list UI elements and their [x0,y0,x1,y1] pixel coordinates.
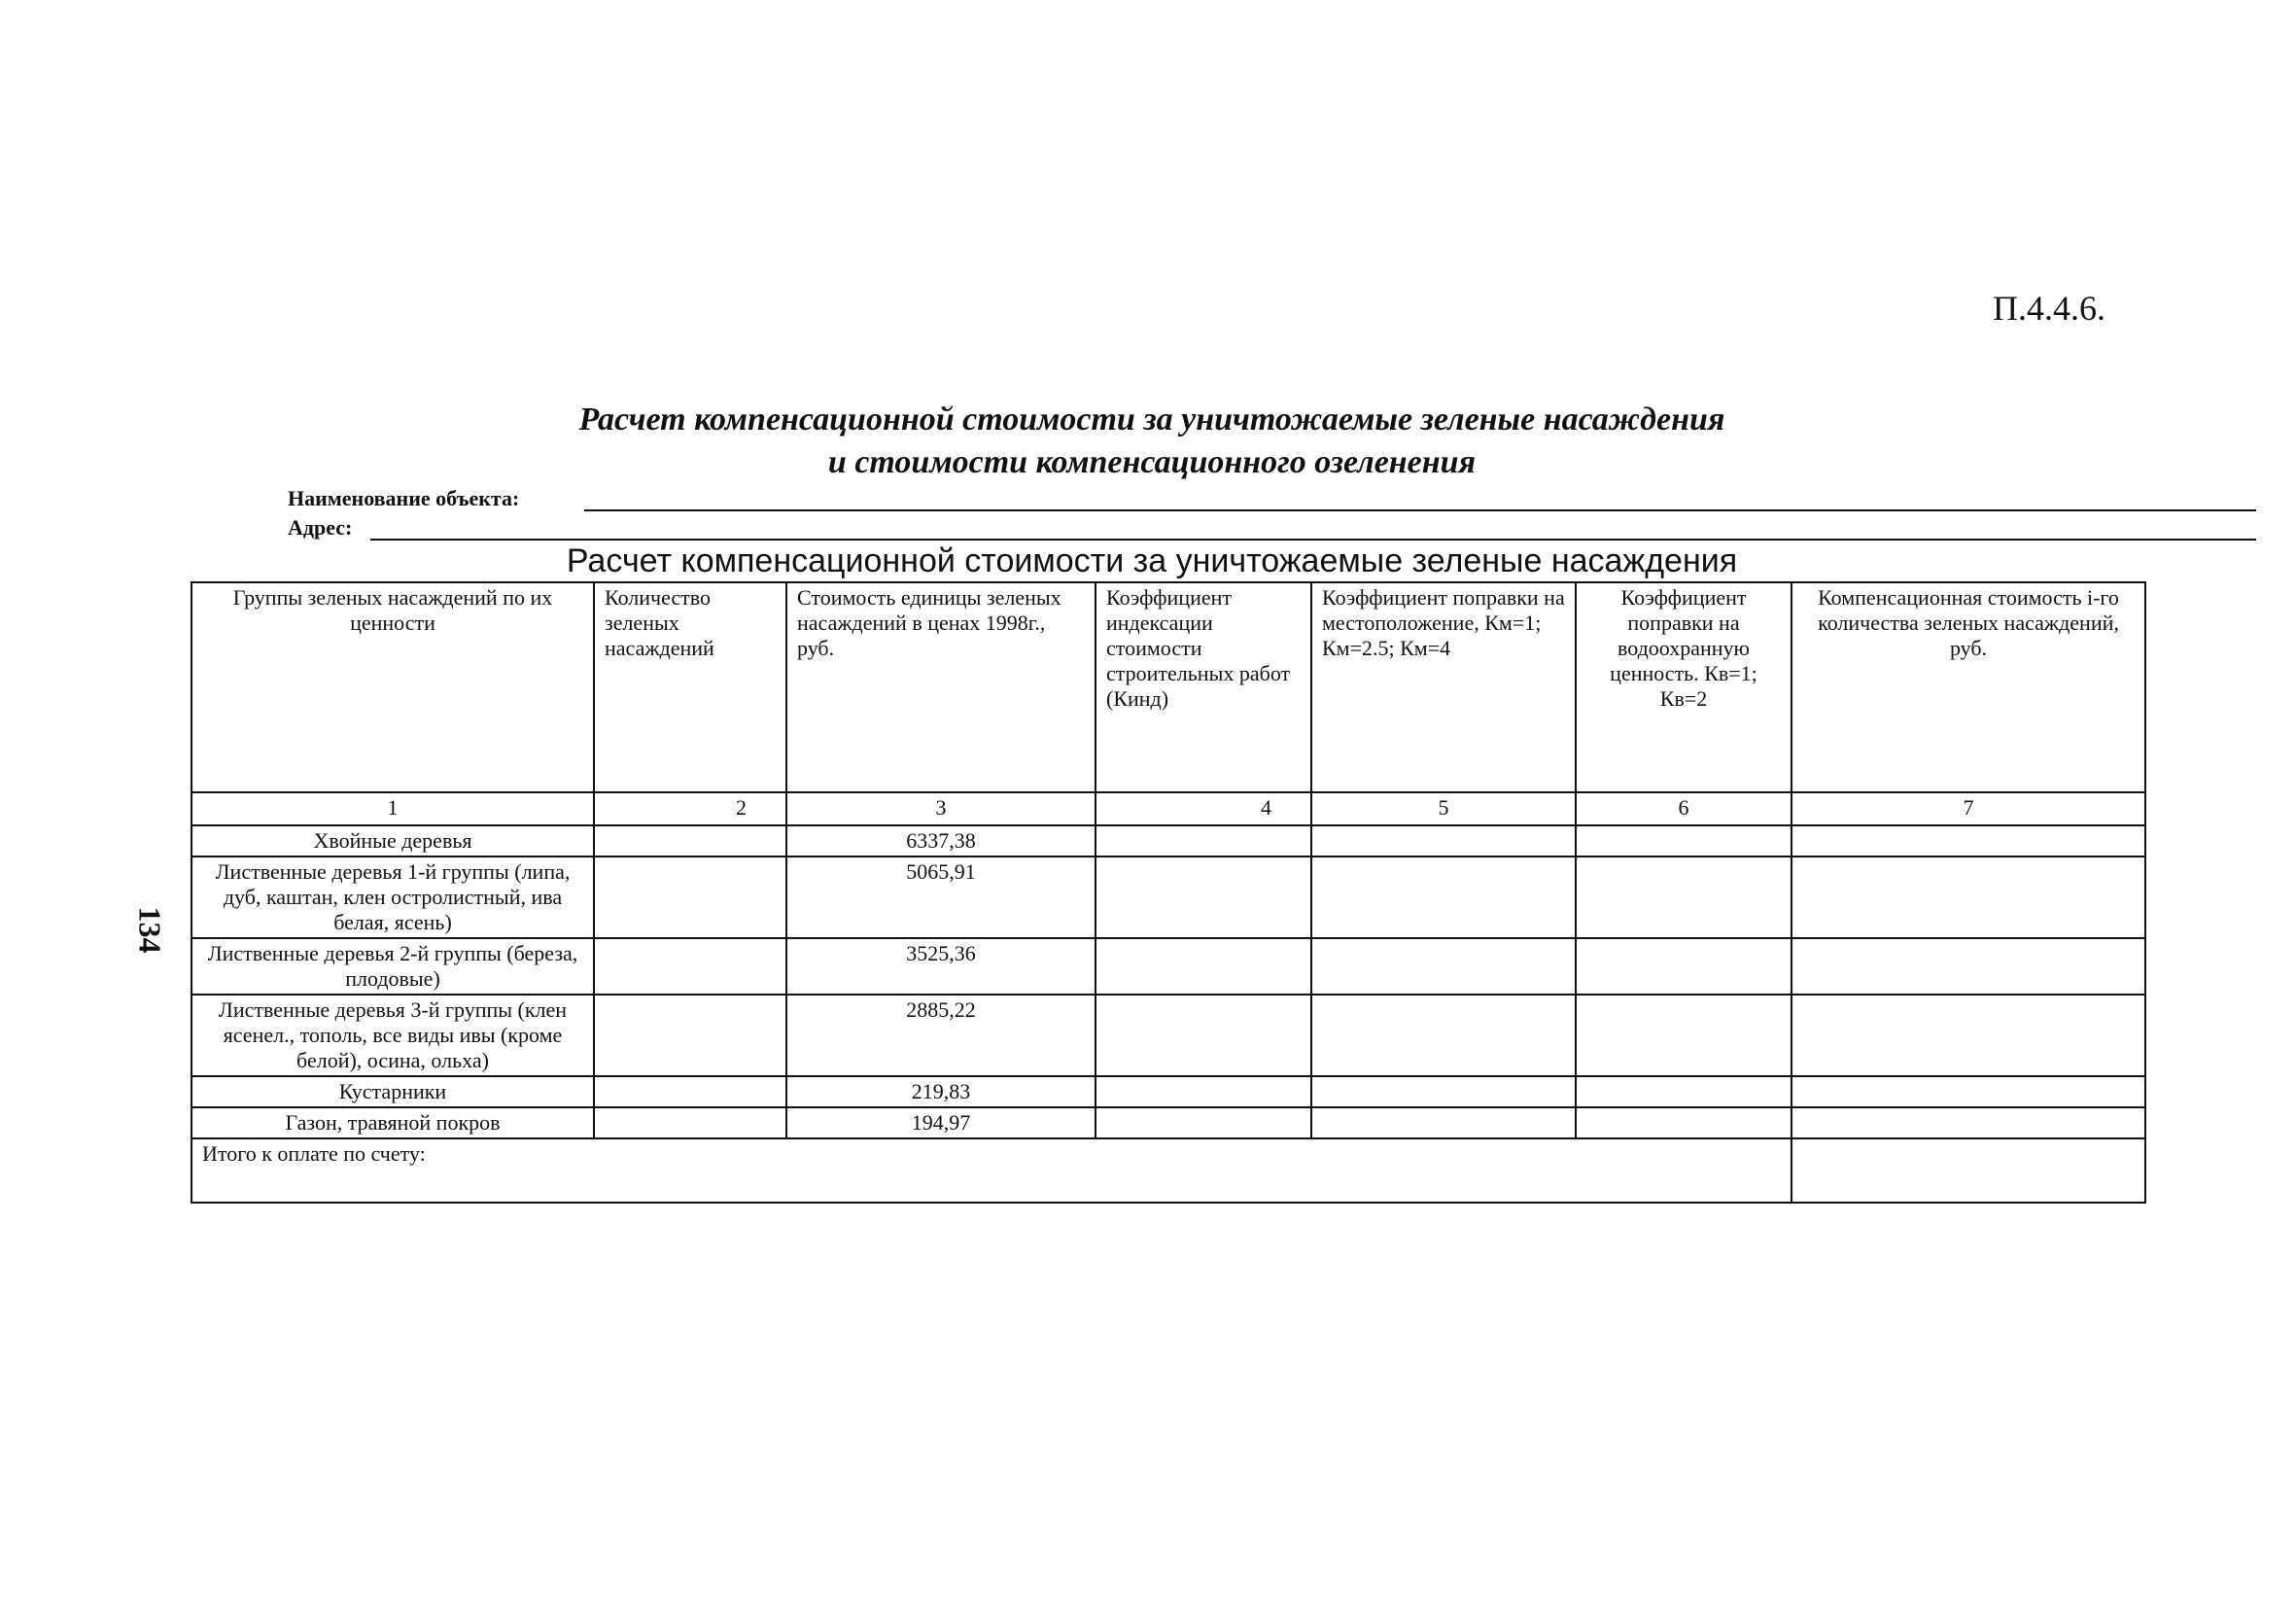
header-location-coefficient: Коэффициент поправки на местоположение, Км=1; Км=2.5; Км=4 [1311,582,1576,792]
table-caption: Расчет компенсационной стоимости за уничтожаемые зеленые насаждения [566,542,1738,579]
location-coefficient-cell [1311,1076,1576,1107]
index-coefficient-cell [1096,1107,1311,1138]
header-quantity: Количество зеленых насаждений [594,582,786,792]
compensation-cost-cell [1792,995,2145,1076]
object-name-field [288,486,519,511]
column-number-row [191,792,2145,825]
document-code: П.4.4.6. [1993,289,2105,328]
index-coefficient-cell [1096,1076,1311,1107]
total-label: Итого к оплате по счету: [191,1138,1792,1203]
page-number: 134 [132,906,168,954]
water-coefficient-cell [1576,938,1792,995]
quantity-cell [594,1076,786,1107]
column-number: 2 [594,792,786,825]
location-coefficient-cell [1311,995,1576,1076]
quantity-cell [594,938,786,995]
water-coefficient-cell [1576,995,1792,1076]
total-row [191,1138,2145,1203]
unit-cost-cell: 6337,38 [786,825,1096,856]
water-coefficient-cell [1576,856,1792,938]
unit-cost-cell: 219,83 [786,1076,1096,1107]
index-coefficient-cell [1096,995,1311,1076]
column-number: 5 [1311,792,1576,825]
column-number: 7 [1792,792,2145,825]
header-compensation-cost: Компенсационная стоимость i-го количества зеленых насаждений, руб. [1792,582,2145,792]
column-number: 4 [1096,792,1311,825]
water-coefficient-cell [1576,1076,1792,1107]
location-coefficient-cell [1311,938,1576,995]
header-unit-cost: Стоимость единицы зеленых насаждений в ценах 1998г., руб. [786,582,1096,792]
quantity-cell [594,1107,786,1138]
table-row [191,1076,2145,1107]
location-coefficient-cell [1311,1107,1576,1138]
object-name-label: Наименование объекта: [288,486,520,510]
header-index-coefficient: Коэффициент индексации стоимости строительных работ (Кинд) [1096,582,1311,792]
address-blank-line [370,539,2256,541]
compensation-cost-cell [1792,825,2145,856]
group-name-cell: Хвойные деревья [191,825,594,856]
unit-cost-cell: 2885,22 [786,995,1096,1076]
table-row [191,938,2145,995]
table-row [191,825,2145,856]
column-number: 3 [786,792,1096,825]
unit-cost-cell: 3525,36 [786,938,1096,995]
document-title-line-1: Расчет компенсационной стоимости за уничтожаемые зеленые насаждения [578,402,1725,437]
compensation-cost-cell [1792,1076,2145,1107]
compensation-table [191,581,2146,1204]
column-number: 1 [191,792,594,825]
unit-cost-cell: 5065,91 [786,856,1096,938]
table-row [191,1107,2145,1138]
address-field [288,515,352,541]
water-coefficient-cell [1576,825,1792,856]
index-coefficient-cell [1096,938,1311,995]
index-coefficient-cell [1096,856,1311,938]
total-amount-cell [1792,1138,2145,1203]
group-name-cell: Газон, травяной покров [191,1107,594,1138]
header-row [191,582,2145,792]
document-title-line-2: и стоимости компенсационного озеленения [827,444,1477,480]
header-group: Группы зеленых насаждений по их ценности [191,582,594,792]
header-water-coefficient: Коэффициент поправки на водоохранную ценность. Кв=1; Кв=2 [1576,582,1792,792]
column-number: 6 [1576,792,1792,825]
unit-cost-cell: 194,97 [786,1107,1096,1138]
table-row [191,856,2145,938]
location-coefficient-cell [1311,825,1576,856]
group-name-cell: Кустарники [191,1076,594,1107]
object-name-blank-line [584,509,2256,511]
group-name-cell: Лиственные деревья 1-й группы (липа, дуб, каштан, клен остролистный, ива белая, ясень) [191,856,594,938]
water-coefficient-cell [1576,1107,1792,1138]
quantity-cell [594,856,786,938]
compensation-cost-cell [1792,856,2145,938]
quantity-cell [594,995,786,1076]
table-row [191,995,2145,1076]
compensation-cost-cell [1792,938,2145,995]
group-name-cell: Лиственные деревья 2-й группы (береза, плодовые) [191,938,594,995]
index-coefficient-cell [1096,825,1311,856]
address-label: Адрес: [288,515,353,540]
compensation-cost-cell [1792,1107,2145,1138]
location-coefficient-cell [1311,856,1576,938]
quantity-cell [594,825,786,856]
group-name-cell: Лиственные деревья 3-й группы (клен ясенел., тополь, все виды ивы (кроме белой), осина, ольха) [191,995,594,1076]
